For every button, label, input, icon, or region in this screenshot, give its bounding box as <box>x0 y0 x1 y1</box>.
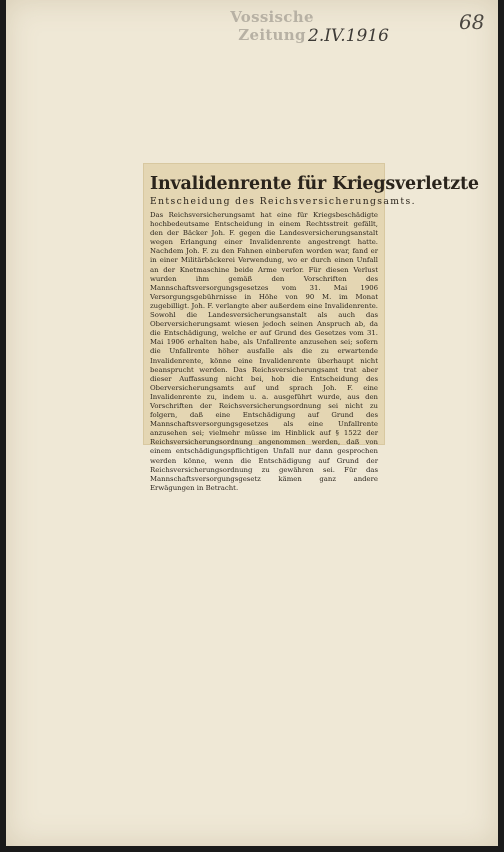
article-subheadline: Entscheidung des Reichsversicherungsamts. <box>150 196 416 207</box>
article-body: Das Reichsversicherungsamt hat eine für Kriegsbeschädigte hochbedeutsame Entscheidung in einem Rechtsstreit gefällt, den der Bäcker Joh. F. gegen die Landesversicherungsanstalt wegen Erlangung einer Invalidenrente angestrengt hatte. Nachdem Joh. F. zu den Fahnen einberufen worden war, fand er in einer Militärbäckerei Verwendung, wo er durch einen Unfall an der Knetmaschine beide Arme verlor. Für diesen Verlust wurden ihm gemäß den Vorschriften des Mannschaftsversorgungsgesetzes vom 31. Mai 1906 Versorgungsgebührnisse in Höhe von 90 M. im Monat zugebilligt. Joh. F. verlangte aber außerdem eine Invalidenrente. Sowohl die Landesversicherungsanstalt als auch das Oberversicherungsamt wiesen jedoch seinen Anspruch ab, da die Entschädigung, welche er auf Grund des Gesetzes vom 31. Mai 1906 erhalten habe, als Unfallrente anzusehen sei; sofern die Unfallrente höher ausfalle als die zu erwartende Invalidenrente, könne eine Invalidenrente überhaupt nicht beansprucht werden. Das Reichsversicherungsamt trat aber dieser Auffassung nicht bei, hob die Entscheidung des Oberversicherungsamts auf und sprach Joh. F. eine Invalidenrente zu, indem u. a. ausgeführt wurde, aus den Vorschriften der Reichsversicherungsordnung sei nicht zu folgern, daß eine Entschädigung auf Grund des Mannschaftsversorgungsgesetzes als eine Unfallrente anzusehen sei; vielmehr müsse im Hinblick auf § 1522 der Reichsversicherungsordnung angenommen werden, daß von einem entschädigungspflichtigen Unfall nur dann gesprochen werden könne, wenn die Entschädigung auf Grund der Reichsversicherungsordnung zu gewähren sei. Für das Mannschaftsversorgungsgesetz kämen ganz andere Erwägungen in Betracht. <box>150 211 378 492</box>
folio-number: 68 <box>459 10 485 34</box>
newspaper-stamp: Vossische Zeitung <box>230 8 314 44</box>
handwritten-date: 2.IV.1916 <box>308 26 389 46</box>
newspaper-clipping <box>144 164 479 492</box>
archive-sheet <box>6 0 498 846</box>
article-headline: Invalidenrente für Kriegsverletzte <box>150 174 479 194</box>
